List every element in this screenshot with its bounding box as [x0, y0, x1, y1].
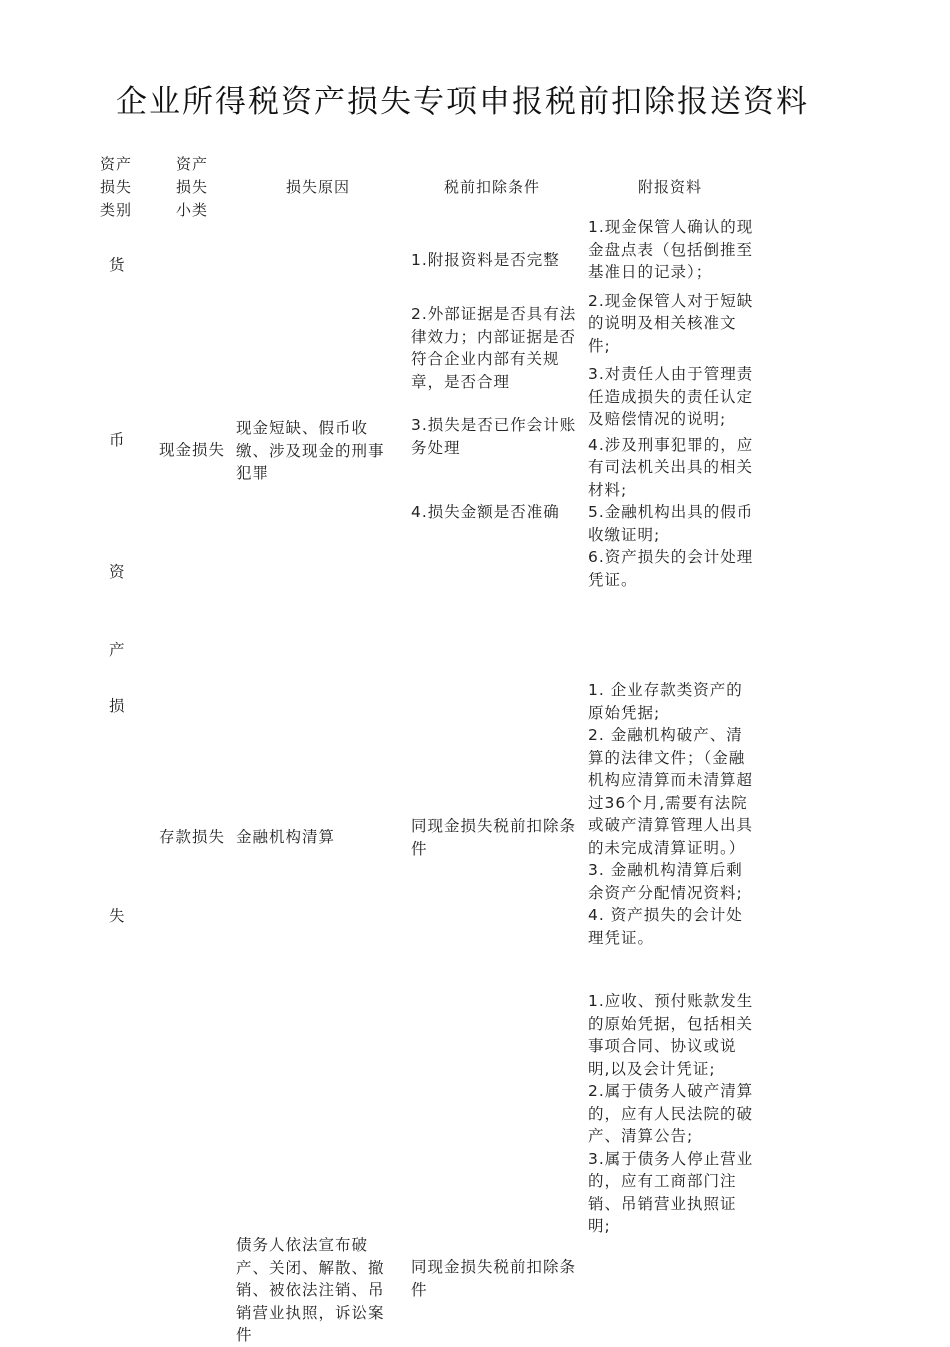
header-subcategory-line: 资产	[176, 155, 209, 173]
row1-condition: 2.外部证据是否具有法律效力；内部证据是否符合企业内部有关规章，是否合理	[411, 305, 577, 391]
row2-condition: 同现金损失税前扣除条件	[411, 817, 577, 858]
row1-condition: 3.损失是否已作会计账务处理	[411, 416, 577, 457]
material-item: 4.涉及刑事犯罪的，应有司法机关出具的相关材料;	[588, 435, 754, 499]
category-char: 损	[109, 697, 125, 715]
header-materials: 附报资料	[638, 178, 703, 196]
material-item: 5.金融机构出具的假币收缴证明;	[588, 503, 754, 544]
material-item: 2. 金融机构破产、清算的法律文件；（金融机构应清算而未清算超过36个月,需要有法院或破产清算管理人出具的未完成清算证明。）	[588, 726, 754, 857]
header-category	[100, 153, 140, 222]
material-item: 3.属于债务人停止营业的，应有工商部门注销、吊销营业执照证明;	[588, 1149, 754, 1235]
category-char: 失	[109, 907, 125, 925]
row2-reason: 金融机构清算	[236, 828, 336, 846]
row2-materials	[588, 679, 758, 949]
category-char: 产	[109, 641, 125, 659]
row1-condition: 1.附报资料是否完整	[411, 251, 560, 269]
material-item: 3.对责任人由于管理责任造成损失的责任认定及赔偿情况的说明;	[588, 365, 754, 428]
row1-reason: 现金短缺、假币收缴、涉及现金的刑事犯罪	[236, 419, 385, 482]
header-subcategory-line: 小类	[176, 201, 209, 219]
row2-subcategory: 存款损失	[159, 828, 226, 846]
header-category-line: 类别	[100, 201, 133, 219]
row3-materials	[588, 990, 758, 1238]
material-item: 2.属于债务人破产清算的，应有人民法院的破产、清算公告;	[588, 1082, 754, 1145]
material-item: 3. 金融机构清算后剩余资产分配情况资料;	[588, 861, 743, 902]
header-subcategory	[176, 153, 216, 222]
category-char: 币	[109, 431, 125, 449]
material-item: 4. 资产损失的会计处理凭证。	[588, 906, 743, 947]
row3-reason: 债务人依法宣布破产、关闭、解散、撤销、被依法注销、吊销营业执照，诉讼案件	[236, 1236, 385, 1344]
category-char: 货	[109, 256, 125, 274]
header-reason: 损失原因	[286, 178, 351, 196]
page-title: 企业所得税资产损失专项申报税前扣除报送资料	[116, 84, 809, 120]
row1-subcategory: 现金损失	[159, 441, 226, 459]
row3-condition: 同现金损失税前扣除条件	[411, 1258, 577, 1299]
header-conditions: 税前扣除条件	[444, 178, 541, 196]
material-item: 2.现金保管人对于短缺的说明及相关核准文件;	[588, 291, 754, 355]
material-item: 1. 企业存款类资产的原始凭据;	[588, 681, 743, 722]
header-subcategory-line: 损失	[176, 178, 209, 196]
category-char: 资	[109, 563, 125, 581]
material-item: 1.应收、预付账款发生的原始凭据，包括相关事项合同、协议或说明,以及会计凭证;	[588, 992, 754, 1078]
material-item: 6.资产损失的会计处理凭证。	[588, 548, 754, 589]
header-category-line: 损失	[100, 178, 133, 196]
header-category-line: 资产	[100, 155, 133, 173]
row1-condition: 4.损失金额是否准确	[411, 503, 560, 521]
material-item: 1.现金保管人确认的现金盘点表（包括倒推至基准日的记录）；	[588, 218, 754, 281]
row1-materials	[588, 216, 758, 591]
